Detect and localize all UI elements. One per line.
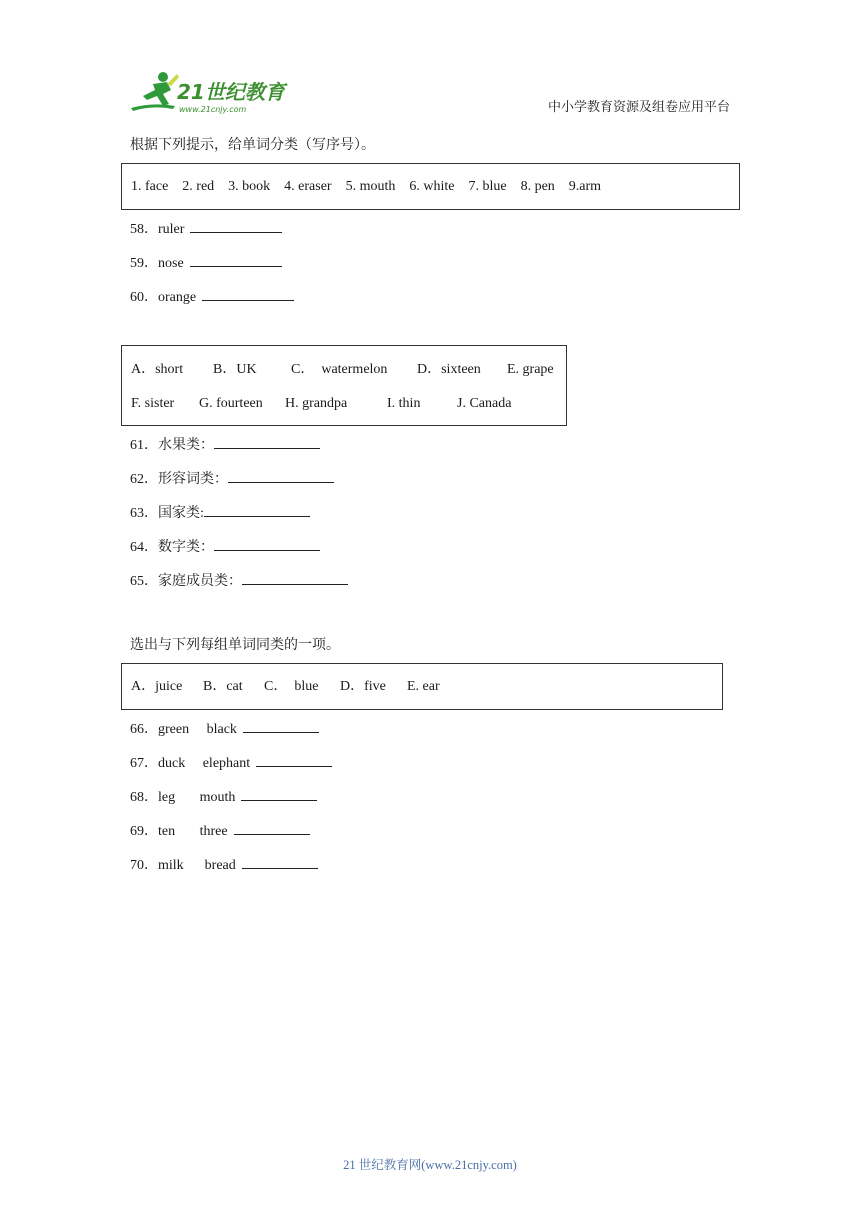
question-61 xyxy=(130,434,320,456)
question-58 xyxy=(130,218,282,240)
question-label: 形容词类： xyxy=(158,472,228,487)
logo-text: 21世纪教育 xyxy=(177,80,285,104)
question-number: 67． xyxy=(130,756,158,771)
answer-blank[interactable] xyxy=(214,434,320,449)
option-b: B．cat xyxy=(203,679,243,694)
footer-link[interactable]: 21 世纪教育网(www.21cnjy.com) xyxy=(343,1158,517,1172)
site-logo xyxy=(123,68,288,116)
question-words: leg mouth xyxy=(158,790,236,805)
answer-blank[interactable] xyxy=(256,752,332,767)
question-label: 家庭成员类： xyxy=(158,574,242,589)
question-number: 60． xyxy=(130,290,158,305)
options-box-3 xyxy=(121,663,723,710)
option-f: F. sister xyxy=(131,396,175,411)
question-words: milk bread xyxy=(158,858,236,873)
question-words: duck elephant xyxy=(158,756,251,771)
option-g: G. fourteen xyxy=(199,396,263,411)
answer-blank[interactable] xyxy=(202,286,294,301)
option-a: A．short xyxy=(131,362,184,377)
answer-blank[interactable] xyxy=(242,570,348,585)
question-62 xyxy=(130,468,334,490)
question-word: orange xyxy=(158,290,197,305)
answer-blank[interactable] xyxy=(243,718,319,733)
option-d: D．five xyxy=(340,679,386,694)
platform-title: 中小学教育资源及组卷应用平台 xyxy=(548,99,731,114)
answer-blank[interactable] xyxy=(190,252,282,267)
question-69 xyxy=(130,820,310,842)
question-number: 58． xyxy=(130,222,158,237)
question-number: 69． xyxy=(130,824,158,839)
option-c: C． blue xyxy=(264,679,319,694)
options-row-1 xyxy=(131,360,554,380)
question-words: ten three xyxy=(158,824,228,839)
runner-logo-icon xyxy=(123,68,288,116)
question-number: 68． xyxy=(130,790,158,805)
answer-blank[interactable] xyxy=(190,218,282,233)
answer-blank[interactable] xyxy=(214,536,320,551)
question-word: nose xyxy=(158,256,184,271)
word-bank-text: 1. face 2. red 3. book 4. eraser 5. mouth 6. white 7. blue 8. pen 9.arm xyxy=(131,179,602,194)
options-box-2 xyxy=(121,345,567,426)
question-number: 64． xyxy=(130,540,158,555)
question-66 xyxy=(130,718,319,740)
question-number: 66． xyxy=(130,722,158,737)
option-h: H. grandpa xyxy=(285,396,348,411)
option-i: I. thin xyxy=(387,396,421,411)
option-e: E. ear xyxy=(407,679,440,694)
question-word: ruler xyxy=(158,222,185,237)
section3-instruction: 选出与下列每组单词同类的一项。 xyxy=(130,638,340,653)
option-a: A．juice xyxy=(131,679,183,694)
question-59 xyxy=(130,252,282,274)
options-row-2 xyxy=(131,394,511,414)
question-number: 65． xyxy=(130,574,158,589)
option-e: E. grape xyxy=(507,362,554,377)
answer-blank[interactable] xyxy=(242,854,318,869)
question-60 xyxy=(130,286,294,308)
answer-blank[interactable] xyxy=(241,786,317,801)
question-label: 水果类： xyxy=(158,438,214,453)
question-68 xyxy=(130,786,317,808)
answer-blank[interactable] xyxy=(228,468,334,483)
question-number: 61． xyxy=(130,438,158,453)
option-c: C． watermelon xyxy=(291,362,388,377)
section1-instruction: 根据下列提示，给单词分类（写序号）。 xyxy=(130,138,375,153)
question-67 xyxy=(130,752,332,774)
question-label: 数字类： xyxy=(158,540,214,555)
answer-blank[interactable] xyxy=(204,502,310,517)
question-65 xyxy=(130,570,348,592)
option-j: J. Canada xyxy=(457,396,512,411)
question-words: green black xyxy=(158,722,237,737)
options-row xyxy=(131,677,440,697)
question-63 xyxy=(130,502,310,524)
question-number: 59． xyxy=(130,256,158,271)
option-d: D．sixteen xyxy=(417,362,481,377)
word-bank-box xyxy=(121,163,740,210)
question-70 xyxy=(130,854,318,876)
question-label: 国家类: xyxy=(158,506,204,521)
question-64 xyxy=(130,536,320,558)
answer-blank[interactable] xyxy=(234,820,310,835)
question-number: 63． xyxy=(130,506,158,521)
question-number: 70． xyxy=(130,858,158,873)
question-number: 62． xyxy=(130,472,158,487)
logo-url: www.21cnjy.com xyxy=(179,105,247,114)
option-b: B．UK xyxy=(213,362,257,377)
